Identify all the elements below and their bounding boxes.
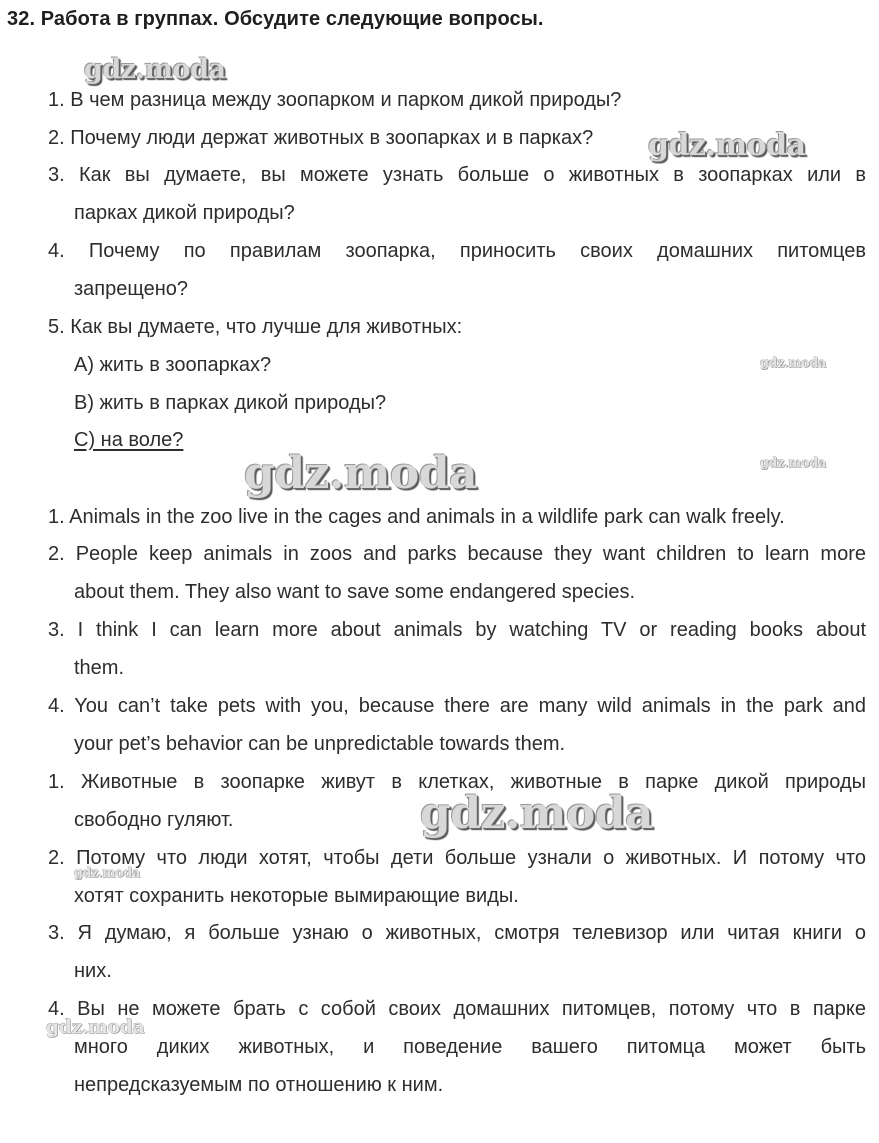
answer-ru-3-line-2: них. (74, 960, 112, 982)
question-5-option-a: А) жить в зоопарках? (74, 354, 272, 376)
answer-ru-2-line-2: хотят сохранить некоторые вымирающие виды. (74, 885, 519, 907)
question-3-line-2: парках дикой природы? (74, 202, 295, 224)
watermark-logo: gdz.moda (760, 356, 827, 371)
answer-ru-2-line-1: 2. Потому что люди хотят, чтобы дети больше узнали о животных. И потому что (48, 847, 866, 869)
answer-ru-3-line-1: 3. Я думаю, я больше узнаю о животных, смотря телевизор или читая книги о (48, 922, 866, 944)
answer-en-4-line-2: your pet’s behavior can be unpredictable towards them. (74, 733, 566, 755)
answer-ru-4-line-3: непредсказуемым по отношению к ним. (74, 1074, 444, 1096)
answer-ru-1-line-2: свободно гуляют. (74, 809, 234, 831)
exercise-title: 32. Работа в группах. Обсудите следующие вопросы. (7, 8, 544, 30)
question-5-option-b: В) жить в парках дикой природы? (74, 392, 387, 414)
answer-en-3-line-2: them. (74, 657, 125, 679)
question-5: 5. Как вы думаете, что лучше для животных: (48, 316, 463, 338)
answer-en-4-line-1: 4. You can’t take pets with you, because there are many wild animals in the park and (48, 695, 866, 717)
answer-ru-4-line-1: 4. Вы не можете брать с собой своих домашних питомцев, потому что в парке (48, 998, 866, 1020)
answer-en-1: 1. Animals in the zoo live in the cages and animals in a wildlife park can walk freely. (48, 506, 785, 528)
watermark-logo: gdz.moda (244, 448, 478, 499)
watermark-logo: gdz.moda (74, 866, 141, 881)
watermark-logo: gdz.moda (420, 788, 654, 839)
question-4-line-1: 4. Почему по правилам зоопарка, приносить своих домашних питомцев (48, 240, 866, 262)
watermark-logo: gdz.moda (648, 128, 806, 163)
question-4-line-2: запрещено? (74, 278, 189, 300)
question-1: 1. В чем разница между зоопарком и парком дикой природы? (48, 89, 622, 111)
answer-ru-1-line-1: 1. Животные в зоопарке живут в клетках, животные в парке дикой природы (48, 771, 866, 793)
watermark-logo: gdz.moda (760, 456, 827, 471)
question-2: 2. Почему люди держат животных в зоопарках и в парках? (48, 127, 594, 149)
answer-en-3-line-1: 3. I think I can learn more about animals by watching TV or reading books about (48, 619, 866, 641)
answer-en-2-line-2: about them. They also want to save some endangered species. (74, 581, 636, 603)
watermark-logo: gdz.moda (84, 54, 226, 85)
question-3-line-1: 3. Как вы думаете, вы можете узнать больше о животных в зоопарках или в (48, 164, 866, 186)
option-c-text: С) на воле? (74, 429, 184, 451)
watermark-logo: gdz.moda (46, 1016, 145, 1038)
answer-ru-4-line-2: много диких животных, и поведение вашего питомца может быть (74, 1036, 866, 1058)
answer-en-2-line-1: 2. People keep animals in zoos and parks because they want children to learn more (48, 543, 866, 565)
